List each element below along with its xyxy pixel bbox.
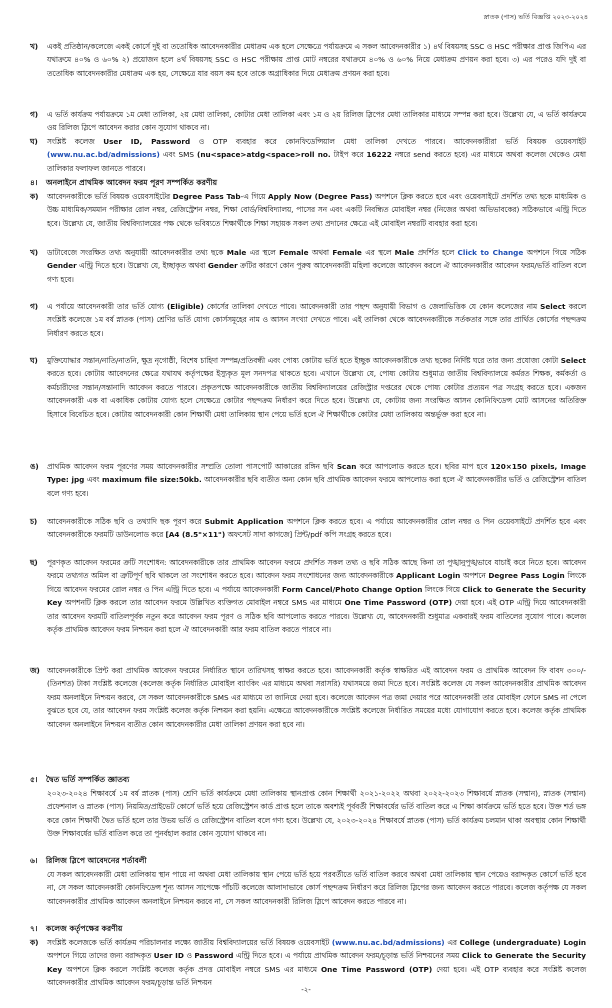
section-number: ৭। [30,924,38,933]
item-marker: চ) [30,517,38,526]
bold-run: Applicant Login [396,571,461,581]
text-run: কোর্সের তালিকা দেখতে পাবে। আবেদনকারী তার পছন্দ অনুযায়ী বিভাগ ও জেলাভিত্তিক যে কোন কলেজের নাম [203,302,541,311]
bold-run: College (undergraduate) Login [459,938,586,947]
text-run: এন্ট্রি দিতে হবে। উল্লেখ্য যে, ইচ্ছাকৃত অথবা [76,261,208,271]
text-run: সংশ্লিষ্ট কলেজকে ভর্তি কার্যক্রম পরিচালনার লক্ষ্যে জাতীয় বিশ্ববিদ্যালয়ের ভর্তি বিষয়ক ওয়েবসাইট [47,938,332,947]
text-run: এর স্থলে [246,248,280,257]
text-run: টাইপ করে [330,150,367,160]
text-run: অপশনে গিয়ে তাদের জন্য বরাদ্দকৃত [47,951,154,961]
text-run: লিংকে গিয়ে [422,584,463,594]
admissions-website-link[interactable]: (www.nu.ac.bd/admissions) [47,150,160,160]
item-text [47,190,586,230]
section-number: ৬। [30,856,38,865]
text-run: -এ গিয়ে [240,192,269,201]
text-run: অথবা [308,248,333,257]
text-run: এবং [84,475,102,485]
text-run: প্রাথমিক আবেদন ফরম পূরণের সময় আবেদনকারীর সম্প্রতি তোলা পাসপোর্ট আকারের রঙ্গিন ছবি [47,462,337,471]
text-run: এ পর্যায়ে আবেদনকারী তার ভর্তি যোগ্য [47,302,167,311]
text-run: অপশনে গিয়ে সঠিক [523,248,587,257]
section-title: দ্বৈত ভর্তি সম্পর্কিত জ্ঞাতব্য [46,775,130,784]
item-marker: ক) [30,192,39,201]
bold-run: User ID [153,951,184,961]
bold-run: Gender [207,261,238,271]
bold-run: One Time Password (OTP) [344,598,453,608]
item-ga [30,108,586,135]
text-run: ক্রটির কারণে কোন পুরুষ আবেদনকারী মহিলা কলেজে আবেদন করলে ঐ আবেদনকারীর আবেদন ফরম/ভর্তি বাতিল বলে গণ্য হবে। [47,261,586,284]
item-marker: জ) [30,666,40,675]
text-run: এন্ট্রি দিতে হবে। এ পর্যায়ে প্রাথমিক আবেদন ফরম/চূড়ান্ত ভর্তি নিশ্চয়নের সময় [233,951,462,961]
section-5-body: ২০২৩-২০২৪ শিক্ষাবর্ষে ১ম বর্ষ স্নাতক (পাস) শ্রেণি ভর্তি কার্যক্রমে মেধা তালিকায় স্থানপ্রাপ্ত কোন শিক্ষার্থী ২০২১-২০২২ অথবা ২০২২-২০২৩ শিক্ষাবর্ষে স্নাতক (সম্মান), স্নাতক (সম্মান) প্রফেশনাল ও স্নাতক (পাস) নিয়মিত/প্রাইভেট কোর্সে ভর্তি হয়ে রেজিস্ট্রেশন কার্ড প্রাপ্ত হলে তাকে অবশ্যই পূর্ববর্তী শিক্ষাবর্ষের ভর্তি বাতিল করে এ শিক্ষা কার্যক্রমে ভর্তি হতে হবে। উক্ত শর্ত ভঙ্গ করে কোন শিক্ষার্থী দ্বৈত ভর্তি হলে তার উভয় ভর্তি ও রেজিস্ট্রেশন বাতিল বলে গণ্য হবে। উল্লেখ্য যে, ২০২৩-২০২৪ শিক্ষাবর্ষে স্নাতক (পাস) ভর্তি কার্যক্রম চলমান থাকা অবস্থায় কোন শিক্ষার্থী উক্ত শিক্ষাবর্ষের ভর্তি বাতিল করে তা পুনর্বহাল করার কোন সুযোগ থাকবে না। [47,789,586,839]
item-marker: গ) [30,110,39,119]
bold-run: One Time Password (OTP) [321,964,433,974]
text-run: ও OTP ব্যবহার করে কোনফিডেন্সিয়াল মেধা তালিকা দেখতে পারবে। আবেদনকারীরা ভর্তি বিষয়ক ওয়েবসাইট [190,137,586,146]
text-run: আবেদনকারীকে ভর্তি বিষয়ক ওয়েবসাইটের [47,192,173,201]
s4-item-gha [30,354,586,421]
bold-run: Degree Pass Tab [172,192,241,201]
section-title: রিলিজ স্লিপে আবেদনের শর্তাবলী [46,856,147,865]
text-run: প্রদর্শিত হলে [414,248,458,257]
item-text [47,246,586,286]
s4-item-uma [30,460,586,500]
text-run: পূরণকৃত আবেদন ফরমের ক্রটি সংশোধন: আবেদনকারীকে তার প্রাথমিক আবেদন ফরমে প্রদর্শিত সকল তথ্য ও ছবি সঠিক আছে কিনা তা পুঙ্খানুপুঙ্খভাবে যাচাই করে নিতে হবে। আবেদন ফরমে তথ্যগত অমিল বা ত্রুটিপূর্ণ ছবি থাকলে তা সংশোধন করতে হবে। আবেদন ফরম সংশোধনের জন্য আবেদনকারীকে [47,558,586,581]
section-5-heading [30,773,586,786]
item-marker: গ) [30,302,39,311]
item-marker: ক) [30,938,39,947]
text-run: দেয়া হবে। এই OTP এন্ট্রি দিয়ে আবেদনকারী তার আবেদন ফরমটি বাতিলপূর্বক নতুন করে আবেদন ফরম পূরণ ও সঠিক ছবি আপলোড করতে পারবে। উল্লেখ্য যে, আবেদনকারী শুধুমাত্র একবারই ফরম বাতিলের সুযোগ পাবে। কলেজ কর্তৃক প্রাথমিক আবেদন ফরম নিশ্চয়ন করা হলে ঐ আবেদনকারী আর ফরম বাতিল করতে পারবে না। [47,598,586,635]
text-run: মুক্তিযোদ্ধার সন্তান/নাতি/নাতনি, ক্ষুদ্র নৃগোষ্ঠী, বিশেষ চাহিদা সম্পন্ন/প্রতিবন্ধী এবং পোষ্য কোটায় ভর্তি হতে ইচ্ছুক আবেদনকারীকে তথ্য ছকের নির্দিষ্ট ঘরে তার জন্য প্রযোজ্য কোটা [47,356,561,365]
text-run: করতে হবে। কোটায় আবেদনের ক্ষেত্রে যথাযথ কর্তৃপক্ষের ইস্যুকৃত মূল সনদপত্র থাকতে হবে। এখানে উল্লেখ্য যে, পোষ্য কোটায় শুধুমাত্র জাতীয় বিশ্ববিদ্যালয়ে কর্মরত শিক্ষক, কর্মকর্তা ও কর্মচারীদের সন্তান/সন্তানাদি আবেদন করতে পারবে। প্রকৃতপক্ষে আবেদনকারীকে জাতীয় বিশ্ববিদ্যালয়ের রেজিস্ট্রার দপ্তরের থেকে পোষ্য কোটার প্রত্যয়ন পত্র সংগ্রহ করতে হবে। একজন আবেদনকারী এক বা একাধিক কোটায় যোগ্য হলে সেক্ষেত্রে কোটার পছন্দক্রম নির্ধারণ করে দিতে হবে। উল্লেখ্য যে, কোটায় জন্য সংরক্ষিত আসন কোনিফিডেন্স মোট আসনের অতিরিক্ত হিসাবে বিবেচিত হবে। কোটায় আবেদনকারী কোন শিক্ষার্থী মেধা তালিকায় স্থান পেয়ে ভর্তি হলে ঐ শিক্ষার্থীকে কোটার মেধা তালিকায় অন্তর্ভুক্ত করা হবে না। [47,369,586,419]
page-number: -২- [301,986,311,994]
item-marker: ঘ) [30,356,38,365]
bold-run: Apply Now (Degree Pass) [268,192,373,201]
section-4-heading [30,176,586,189]
text-run: এবং SMS [159,150,198,160]
bold-run: Form Cancel/Photo Change Option [282,584,423,594]
bold-run: Female [332,248,362,257]
section-7-heading [30,922,586,935]
item-text [47,460,586,500]
page-header-title: স্নাতক (পাস) ভর্তি বিজ্ঞপ্তি ২০২৩-২০২৪ [483,13,588,21]
text-run: করলে সংশ্লিষ্ট কলেজে ১ম বর্ষ স্নাতক (পাস) শ্রেণির ভর্তি যোগ্য কোর্সসমূহের নাম ও আসন সংখ্যা দেখতে পাবে। এই তালিকা থেকে আবেদনকারীকে সর্তকতার সঙ্গে তার প্রার্থিত কোর্সের পছন্দক্রম নির্ধারণ করতে হবে। [47,302,586,338]
item-text [47,354,586,421]
text-run: অপশনে [460,571,489,581]
bold-run: [A4 (8.5"×11") [165,530,226,540]
text-run: এর স্থলে [361,248,395,257]
section-6-heading [30,854,586,867]
bold-run: Select [560,356,586,365]
bold-run: Male [394,248,415,257]
bold-run: User ID, Password [103,137,191,146]
item-text [47,135,586,175]
text-run: অপশনে ক্লিক করতে হবে এবং ওয়েবসাইটে প্রদর্শিত তথ্য ছকে মাধ্যমিক ও উচ্চ মাধ্যমিক/সমমান পরীক্ষার রোল নম্বর, রেজিস্ট্রেশন নম্বর, শিক্ষা বোর্ড/বিশ্ববিদ্যালয়, পাসের সন এবং একটি নিবন্ধিত মোবাইল নম্বর (নিজের অথবা অভিভাবকের) সঠিকভাবে এন্ট্রি দিতে হবে। উল্লেখ্য যে, জাতীয় বিশ্ববিদ্যালয়ের পক্ষ থেকে ভবিষ্যতে শিক্ষার্থীকে শিক্ষা সহায়ক সকল তথ্য প্রদানের ক্ষেত্রে এই মোবাইল নম্বরটি ব্যবহার করা হবে। [47,192,586,228]
item-text [47,936,586,990]
text-run: করে আপলোড করতে হবে। ছবির মাপ হবে [356,462,491,471]
text-run: অপশনে ক্লিক করতে হবে। এ পর্যায়ে আবেদনকারীর রোল নম্বর ও পিন ওয়েবসাইটে প্রদর্শিত হবে এবং আবেদনকারীকে ফরমটি ডাউনলোড করে [47,517,586,540]
admissions-website-link[interactable]: (www.nu.ac.bd/admissions) [331,938,445,947]
bold-run: Select [540,302,566,311]
item-marker: খ) [30,248,39,257]
bold-run: (Eligible) [166,302,204,311]
bold-run: Degree Pass Login [488,571,565,581]
click-to-change-link[interactable]: Click to Change [457,248,524,257]
item-text: আবেদনকারীকে প্রিন্ট করা প্রাথমিক আবেদন ফরমের নির্ধারিত স্থানে তারিখসহ স্বাক্ষর করতে হবে। আবেদনকারী কর্তৃক স্বাক্ষরিত এই আবেদন ফরম ও প্রাথমিক আবেদন ফি বাবদ ৩০০/- (তিনশত) টাকা সংশ্লিষ্ট কলেজে (কলেজ কর্তৃক নির্ধারিত মোবাইল ব্যাংকিং এর মাধ্যমে অথবা সরাসরি) যথাসময়ে জমা দিতে হবে। সংশ্লিষ্ট কলেজ যে সকল আবেদনকারীর প্রাথমিক আবেদন ফরম অনলাইনে নিশ্চয়ন করবে, সে সকল আবেদনকারীকে SMS এর মাধ্যমে তা জানিয়ে দেয়া হবে। কলেজে আবেদন পত্র জমা দেয়ার পরে আবেদনকারী তার মোবাইল ফোনে SMS না পেলে বুঝতে হবে যে, তার আবেদন ফরম সংশ্লিষ্ট কলেজ কর্তৃক নিশ্চয়ন করা হয়নি। এক্ষেত্রে আবেদনকারীকে সংশ্লিষ্ট কলেজে নির্ধারিত সময়ের মধ্যে যোগাযোগ করতে হবে। কলেজ কর্তৃক প্রাথমিক আবেদন অনলাইনে নিশ্চয়ন ব্যতীত কোন আবেদনকারীর মেধা তালিকা প্রণয়ন করা হবে না। [47,666,586,729]
s4-item-kha [30,246,586,286]
section-number: ৪। [30,178,38,187]
bold-run: Click to Generate the Security Key [47,951,587,974]
text-run: ও [183,951,195,961]
bold-run: 16222 [366,150,392,160]
section-title: অনলাইনে প্রাথমিক আবেদন ফরম পূরণ সম্পর্কিত করণীয় [46,178,218,187]
item-gha [30,135,586,175]
text-run: অপশনটি ক্লিক করলে তার আবেদন ফরমে উল্লিখিত ব্যক্তিগত মোবাইল নম্বরে SMS এর মাধ্যমে [62,598,345,608]
item-text [47,300,586,340]
bold-run: 120×150 pixels, Image Type: jpg [47,462,586,485]
item-marker: খ) [30,42,39,51]
bold-run: Female [279,248,309,257]
bold-run: Password [194,951,234,961]
item-marker: ঘ) [30,137,38,146]
section-6-body: যে সকল আবেদনকারী মেধা তালিকায় স্থান পায়ে না অথবা মেধা তালিকায় স্থান পেয়ে ভর্তি হয়ে পরবর্তীতে ভর্তি বাতিল করবে অথবা মেধা তালিকায় স্থান পেয়েও বরাদ্দকৃত কোর্সে ভর্তি হবে না, সে সকল আবেদনকারী কোনফিডেন্স শূন্য আসন সাপেক্ষে পাঁচটি কলেজে আলাদাভাবে কোর্স পছন্দক্রম নির্ধারণ করে রিলিজ স্লিপের জন্য আবেদন করতে পারবে। কলেজ কর্তৃপক্ষ যে সকল আবেদনকারীর প্রাথমিক আবেদন অনলাইনে নিশ্চয়ন করবে না, সে সকল আবেদনকারী রিলিজ স্লিপে আবেদন করতে পারবে না। [47,870,586,906]
s4-item-ga [30,300,586,340]
item-text [47,556,586,636]
bold-run: maximum file size:50kb. [101,475,202,485]
s4-item-ja [30,664,586,731]
s4-item-chha [30,556,586,636]
text-run: সংশ্লিষ্ট কলেজ [47,137,104,146]
bold-run: (nu<space>atdg<space>roll no. [197,150,331,160]
text-run: দেয়া হবে। এই OTP ব্যবহার করে সংশ্লিষ্ট কলেজ আবেদনকারীর প্রাথমিক আবেদন ফরম/চূড়ান্ত ভর্তি নিশ্চয়ন [47,964,586,988]
section-title: কলেজ কর্তৃপক্ষের করণীয় [46,924,123,933]
bold-run: Submit Application [204,517,284,526]
s4-item-ka [30,190,586,230]
text-run: লিংকে গিয়ে আবেদন ফরমের রোল নম্বর ও পিন এন্ট্রি দিতে হবে। এ পর্যায়ে আবেদনকারী [47,571,586,594]
item-text: এ ভর্তি কার্যক্রম পর্যায়ক্রমে ১ম মেধা তালিকা, ২য় মেধা তালিকা, কোটার মেধা তালিকা এবং ১ম ও ২য় রিলিজ স্লিপের মেধা তালিকার মাধ্যমে সম্পন্ন করা হবে। উল্লেখ্য যে, এ ভর্তি কার্যক্রমে ওয় রিলিজ স্লিপে আবেদন করার কোন সুযোগ থাকবে না। [47,110,586,133]
text-run: অফসেট সাদা কাগজে] প্রিন্ট/pdf কপি সংগ্রহ করতে হবে। [225,530,392,540]
text-run: আবেদনকারীর ছবি ব্যতীত অন্য কোন ছবি প্রাথমিক আবেদন ফরমে আপলোড করা হলে ঐ আবেদনকারীর ভর্তি ও রেজিস্ট্রেশন বাতিল বলে গণ্য হবে। [47,475,587,498]
item-marker: ঙ) [30,462,39,471]
item-text [47,515,586,542]
s4-item-cha [30,515,586,542]
text-run: এর [444,938,460,947]
text-run: নম্বরে send করতে হবে) এর মাধ্যমে অথবা কলেজ থেকেও মেধা তালিকার ফলাফল জানতে পারবে। [47,150,586,173]
item-text: একই প্রতিষ্ঠান/কলেজে একই কোর্সে দুই বা ততোধিক আবেদনকারীর মেধাক্রম এক হলে সেক্ষেত্রে পর্যায়ক্রমে এ সকল আবেদনকারীর ১) ৪র্থ বিষয়সহ SSC ও HSC পরীক্ষার প্রাপ্ত জিপিএ এর যথাক্রমে ৪০% ও ৬০% ২) প্রয়োজন হলে ৪র্থ বিষয়সহ SSC ও HSC পরীক্ষায় প্রাপ্ত মোট নম্বরের যথাক্রমে ৪০% ও ৬০% নিয়ে মেধাক্রম প্রণয়ন করা হবে। ৩) এর পরেও যদি দুই বা ততোধিক আবেদনকারীর মেধাক্রম এক হয়, সেক্ষেত্রে যার বয়স কম হবে তাকে অগ্রাধিকার দিয়ে মেধাক্রম প্রণয়ন করা হবে। [47,42,586,78]
section-number: ৫। [30,775,38,784]
item-marker: ছ) [30,558,38,567]
bold-run: Click to Generate the Security Key [47,584,586,608]
text-run: অপশনে ক্লিক করলে সংশ্লিষ্ট কলেজ কর্তৃক প্রদত্ত মোবাইল নম্বরে SMS এর মাধ্যমে [62,964,322,974]
bold-run: Male [226,248,247,257]
bold-run: Gender [47,261,77,271]
text-run: ডাটাবেজে সংরক্ষিত তথ্য অনুযায়ী আবেদনকারীর তথ্য ছকে [47,248,227,257]
bold-run: Scan [336,462,357,471]
item-kha [30,40,586,80]
text-run: আবেদনকারীকে সঠিক ছবি ও তথ্যাদি ছক পূরণ করে [47,517,205,526]
s7-item-ka [30,936,586,990]
